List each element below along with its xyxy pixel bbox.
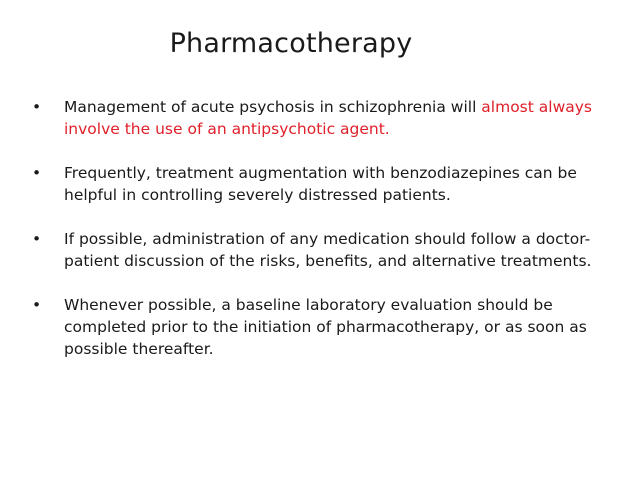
bullet-marker: • <box>32 98 42 116</box>
bullet-item-1 <box>32 96 612 140</box>
bullet-item-2 <box>32 162 612 206</box>
bullet-4-text: Whenever possible, a baseline laboratory evaluation should be completed prior to the initiation of pharmacotherapy, or as soon as possible thereafter. <box>64 296 587 358</box>
bullet-marker: • <box>32 296 42 314</box>
bullet-2-text: Frequently, treatment augmentation with benzodiazepines can be helpful in controlling severely distressed patients. <box>64 164 577 204</box>
bullet-list <box>32 96 612 382</box>
bullet-marker: • <box>32 230 42 248</box>
bullet-1-text: Management of acute psychosis in schizophrenia will <box>64 98 482 116</box>
bullet-marker: • <box>32 164 42 182</box>
bullet-3-text: If possible, administration of any medication should follow a doctor-patient discussion of the risks, benefits, and alternative treatments. <box>64 230 592 270</box>
slide-title: Pharmacotherapy <box>169 28 413 59</box>
bullet-item-3 <box>32 228 612 272</box>
bullet-1-highlight-text: almost always involve the use of an antipsychotic agent. <box>64 98 592 138</box>
bullet-item-4 <box>32 294 612 360</box>
